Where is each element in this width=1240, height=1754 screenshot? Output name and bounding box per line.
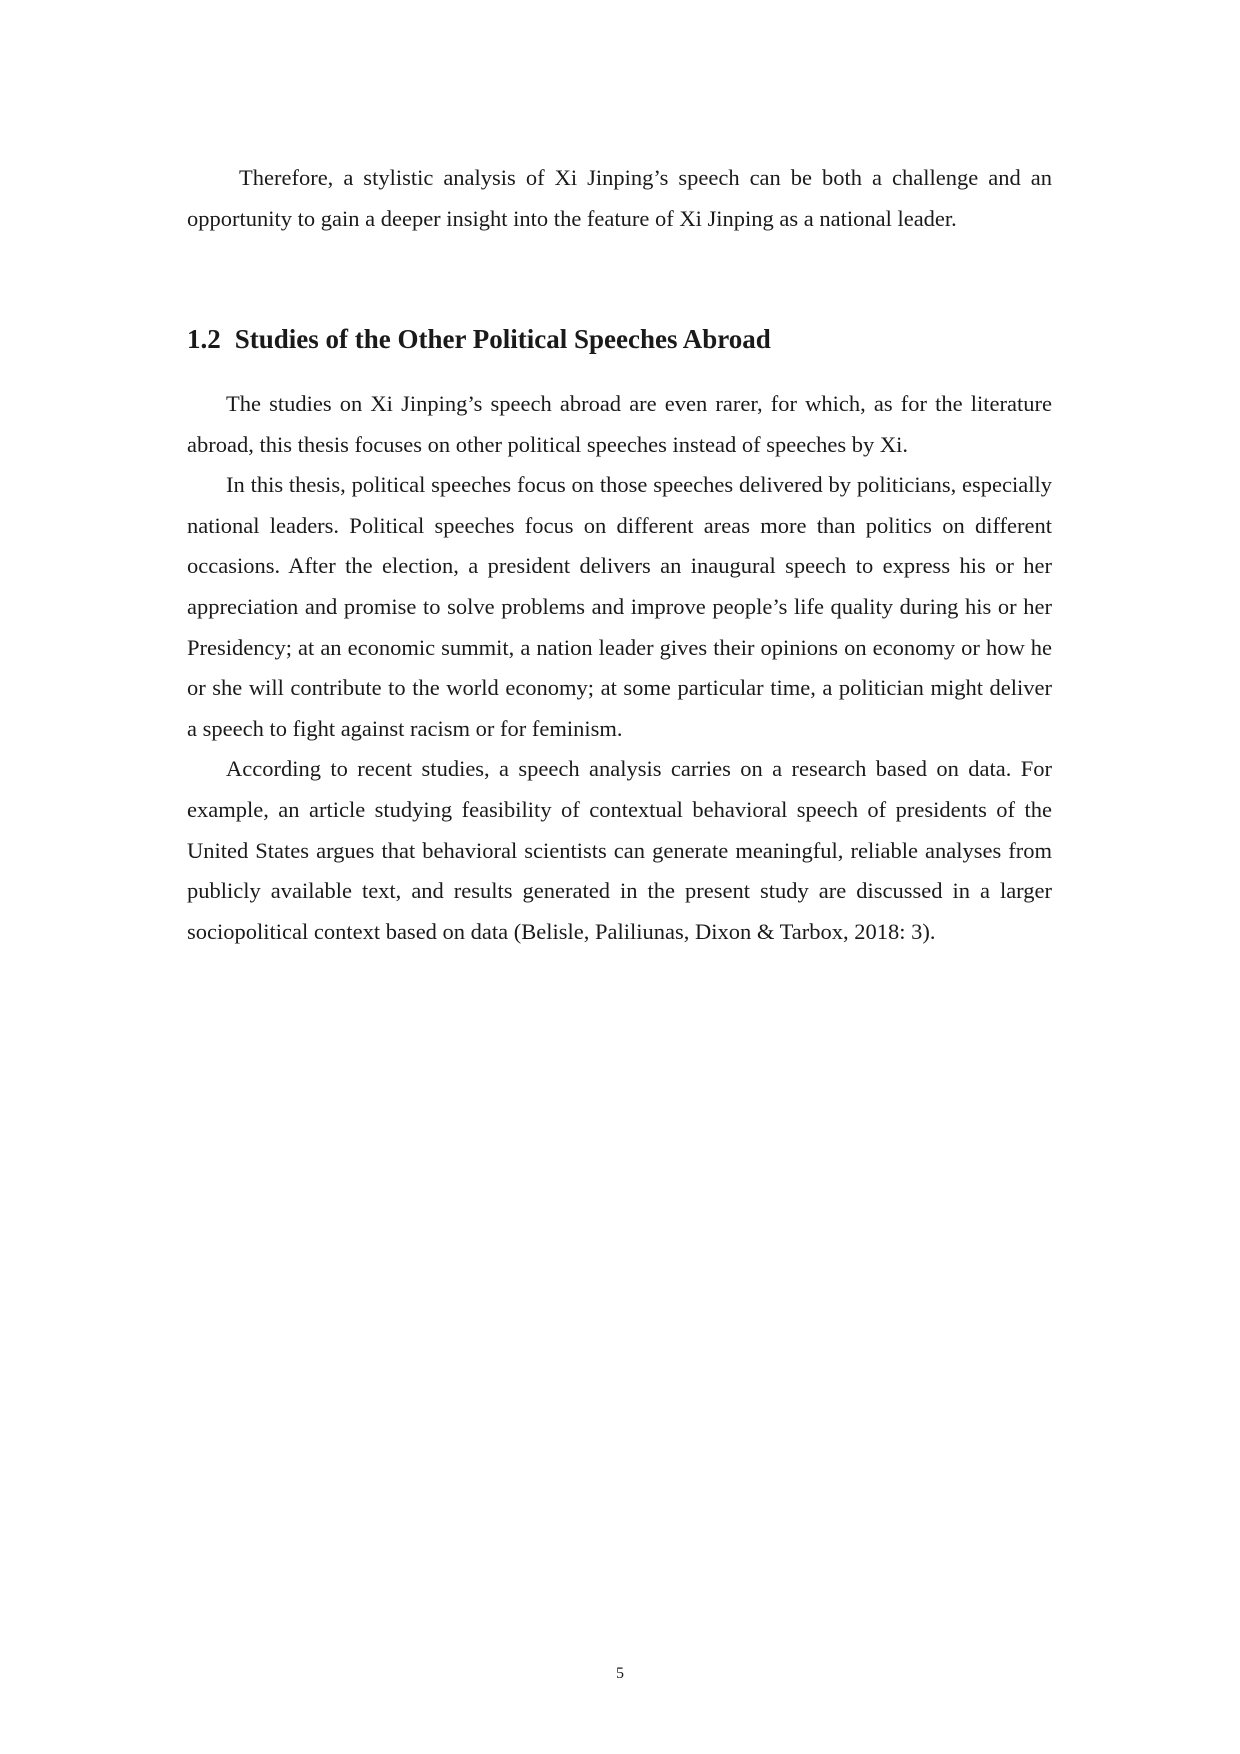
body-paragraph-3: According to recent studies, a speech analysis carries on a research based on data. For example, an article studying feasibility of contextual behavioral speech of presidents of the United States argues that behavioral scientists can generate meaningful, reliable analyses from publicly available text, and results generated in the present study are discussed in a larger sociopolitical context based on data (Belisle, Paliliunas, Dixon & Tarbox, 2018: 3). (187, 756, 1052, 944)
page-number: 5 (616, 1665, 624, 1682)
intro-text-block (187, 158, 1052, 239)
body-paragraph-1: The studies on Xi Jinping’s speech abroad are even rarer, for which, as for the literature abroad, this thesis focuses on other political speeches instead of speeches by Xi. (187, 391, 1052, 457)
section-heading (187, 319, 771, 359)
intro-paragraph: Therefore, a stylistic analysis of Xi Jinping’s speech can be both a challenge and an opportunity to gain a deeper insight into the feature of Xi Jinping as a national leader. (187, 165, 1052, 231)
section-title: Studies of the Other Political Speeches Abroad (234, 324, 771, 354)
section-body (187, 384, 1052, 952)
body-paragraph-2: In this thesis, political speeches focus on those speeches delivered by politicians, especially national leaders. Political speeches focus on different areas more than politics on different occasions. After the election, a president delivers an inaugural speech to express his or her appreciation and promise to solve problems and improve people’s life quality during his or her Presidency; at an economic summit, a nation leader gives their opinions on economy or how he or she will contribute to the world economy; at some particular time, a politician might deliver a speech to fight against racism or for feminism. (187, 472, 1052, 741)
section-number: 1.2 (187, 324, 221, 354)
